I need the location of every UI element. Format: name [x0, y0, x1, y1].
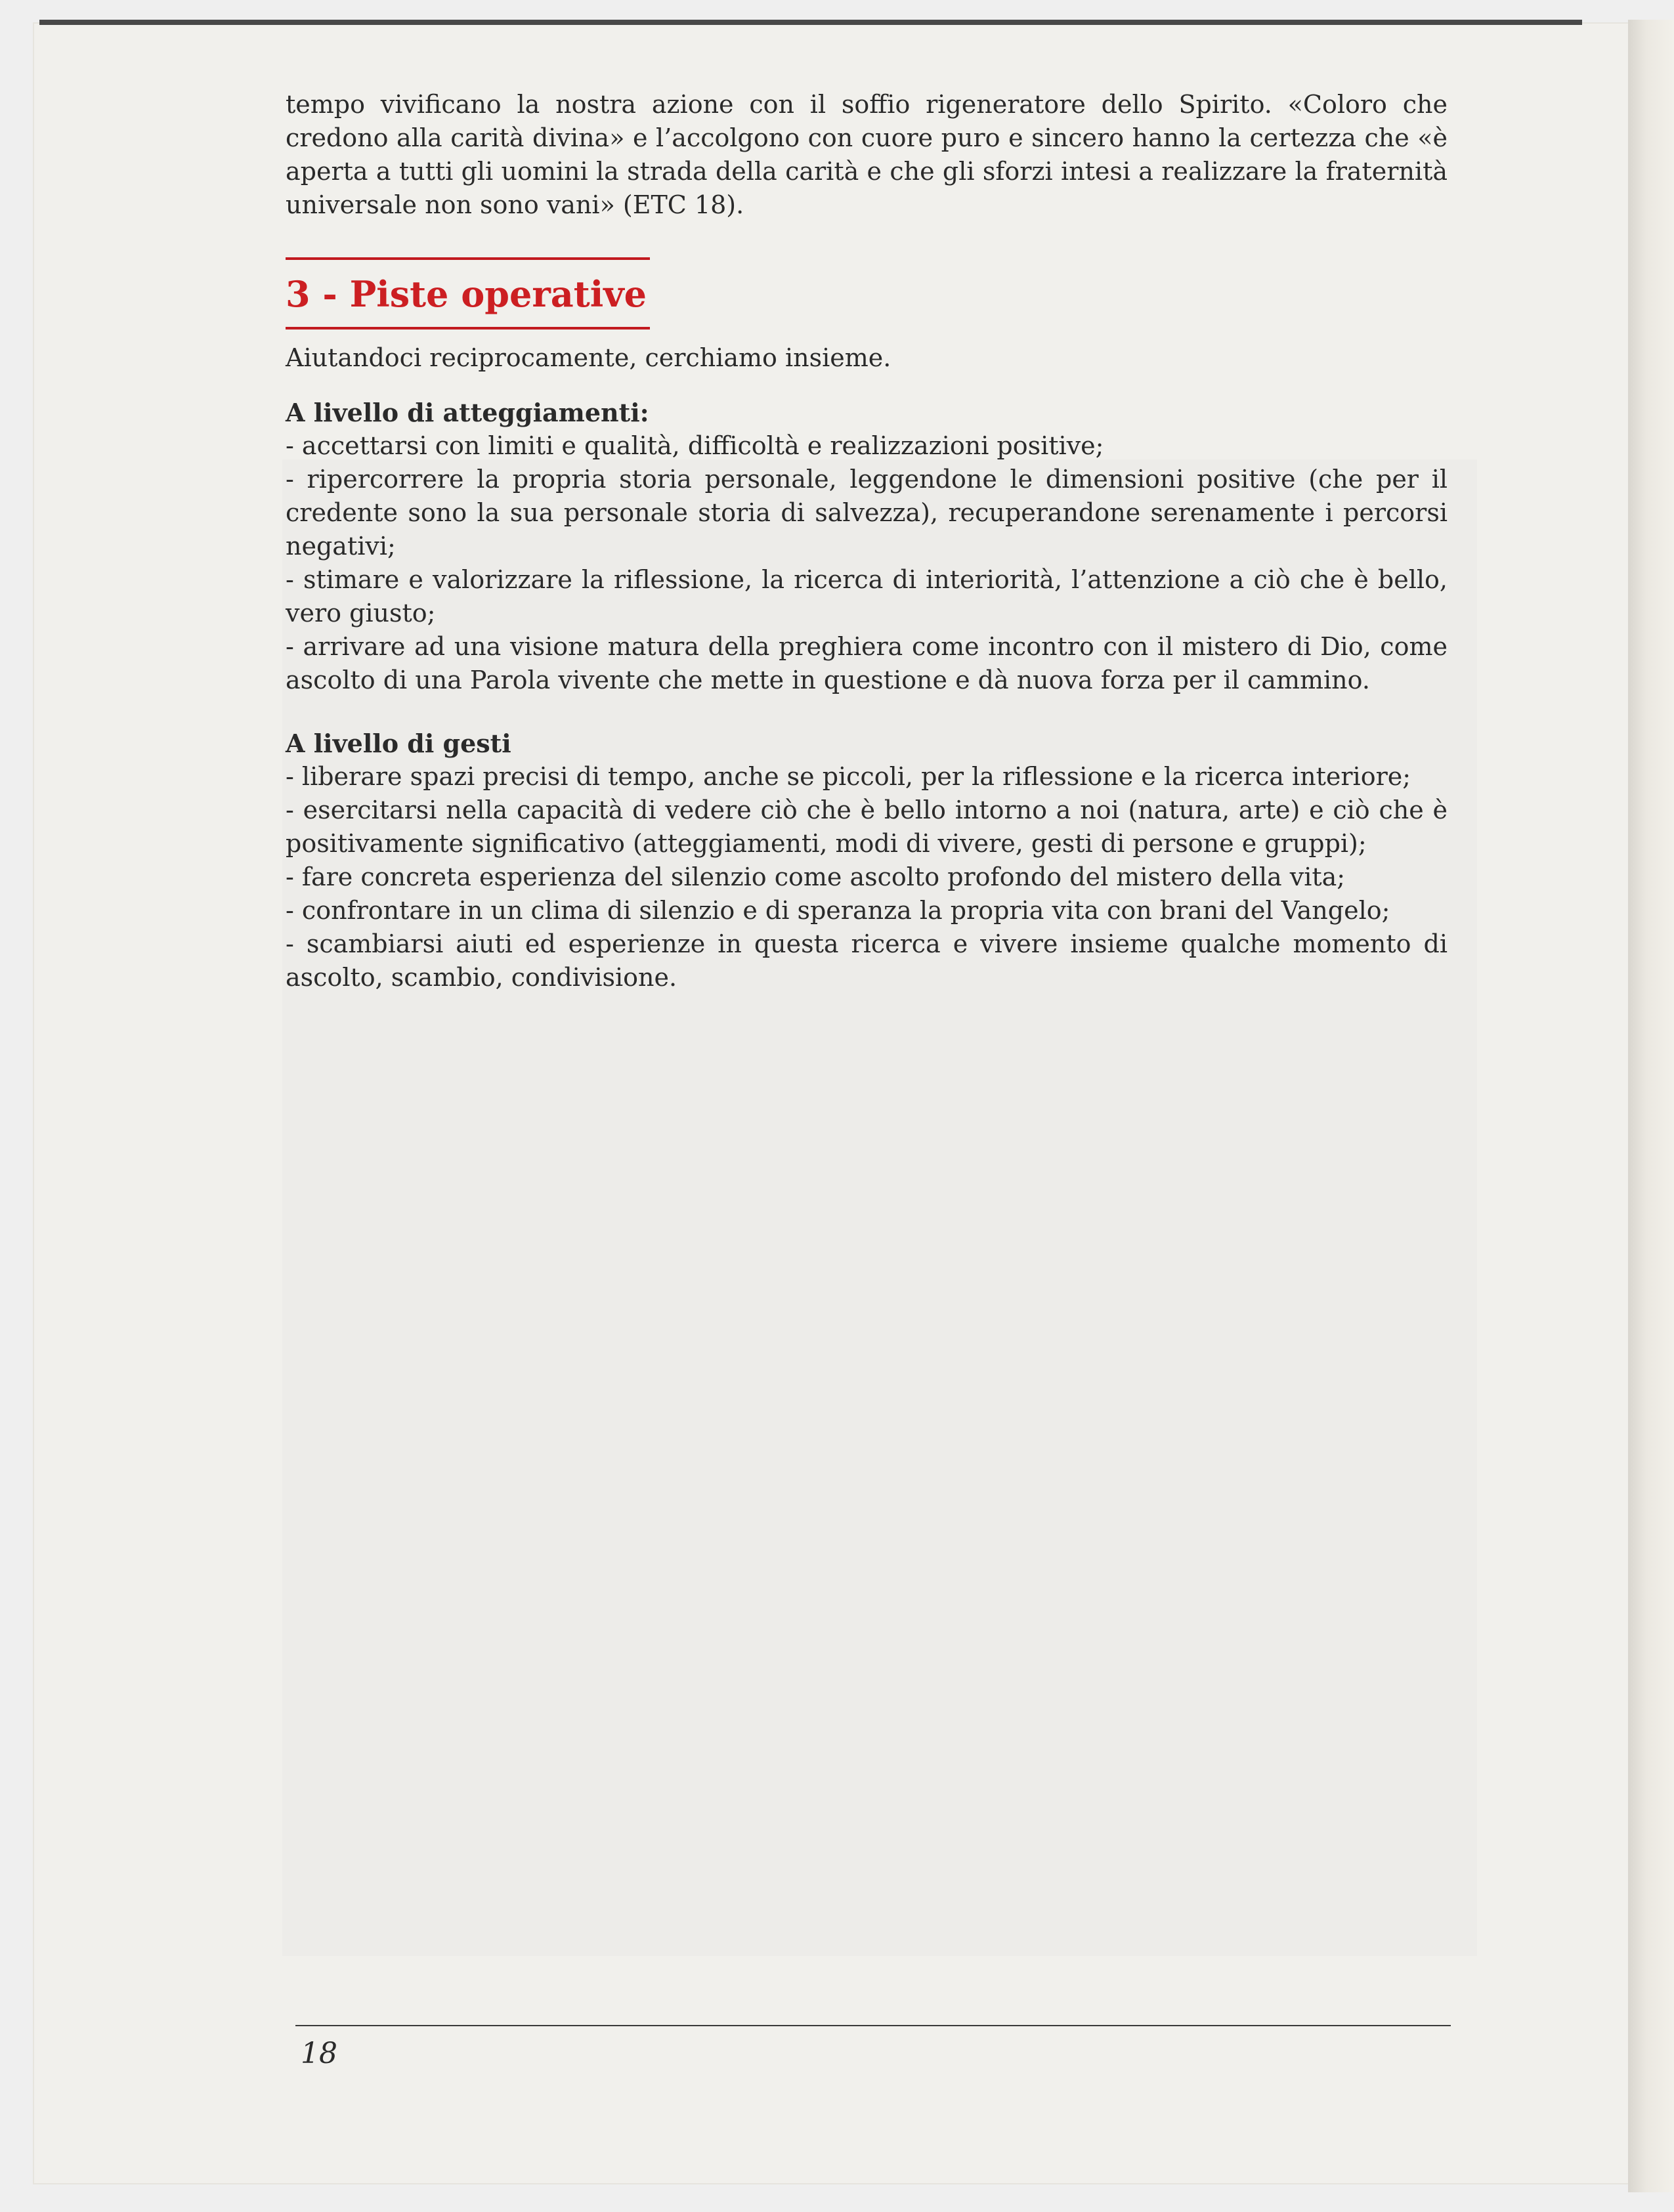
section-title-rule-top: [286, 257, 650, 260]
list-item: - arrivare ad una visione matura della preghiera come incontro con il mistero di Dio, come ascolto di una Parola vivente che mette in questione e dà nuova forza per il cammino.: [286, 632, 1448, 694]
facing-page-edge: [1628, 20, 1674, 2192]
gesti-list: [286, 760, 1448, 994]
list-item: - accettarsi con limiti e qualità, difficoltà e realizzazioni positive;: [286, 431, 1104, 460]
section-title: 3 - Piste operative: [286, 273, 647, 315]
page-top-edge: [39, 20, 1582, 25]
atteggiamenti-list: [286, 429, 1448, 697]
list-item: - esercitarsi nella capacità di vedere ciò che è bello intorno a noi (natura, arte) e ciò che è positivamente significativo (atteggiamenti, modi di vivere, gesti di persone e gruppi);: [286, 796, 1448, 858]
list-item: - scambiarsi aiuti ed esperienze in questa ricerca e vivere insieme qualche momento di ascolto, scambio, condivisione.: [286, 929, 1448, 992]
gesti-heading: A livello di gesti: [286, 729, 511, 758]
section-intro: Aiutandoci reciprocamente, cerchiamo insieme.: [286, 343, 891, 372]
intro-paragraph: tempo vivificano la nostra azione con il soffio rigeneratore dello Spirito. «Coloro che credono alla carità divina» e l’accolgono con cuore puro e sincero hanno la certezza che «è aperta a tutti gli uomini la strada della carità e che gli sforzi intesi a realizzare la fraternità universale non sono vani» (ETC 18).: [286, 90, 1448, 219]
list-item: - confrontare in un clima di silenzio e di speranza la propria vita con brani del Vangelo;: [286, 896, 1390, 925]
footer-rule: [295, 2025, 1451, 2026]
atteggiamenti-heading: A livello di atteggiamenti:: [286, 398, 649, 427]
list-item: - ripercorrere la propria storia personale, leggendone le dimensioni positive (che per il credente sono la sua personale storia di salvezza), recuperandone serenamente i percorsi negativi;: [286, 465, 1448, 561]
list-item: - stimare e valorizzare la riflessione, la ricerca di interiorità, l’attenzione a ciò che è bello, vero giusto;: [286, 565, 1448, 627]
page-number: 18: [301, 2037, 337, 2070]
list-item: - fare concreta esperienza del silenzio come ascolto profondo del mistero della vita;: [286, 862, 1346, 891]
list-item: - liberare spazi precisi di tempo, anche se piccoli, per la riflessione e la ricerca interiore;: [286, 762, 1411, 791]
section-title-rule-bottom: [286, 327, 650, 330]
